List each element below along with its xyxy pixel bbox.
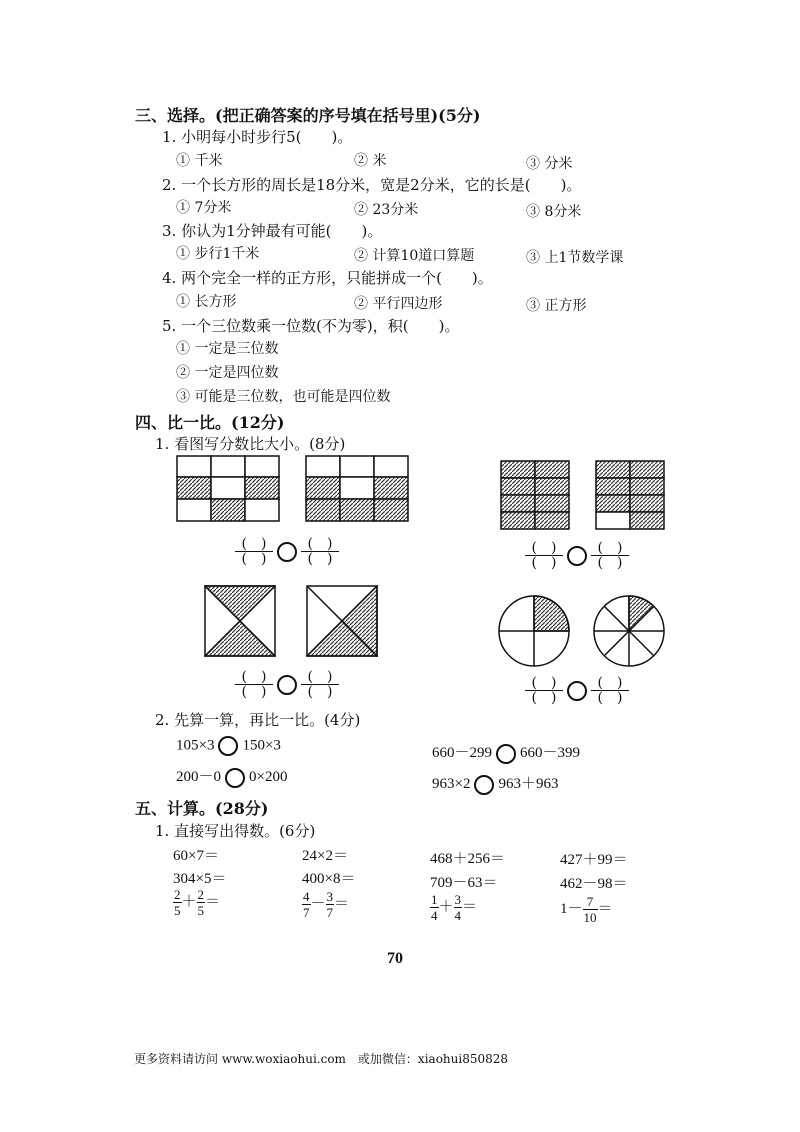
calc-2-3: 709－63＝ bbox=[430, 875, 498, 891]
grid-figure-a bbox=[176, 455, 280, 522]
expr-left: 105×3 bbox=[176, 737, 215, 754]
q1-opt-1: ① 千米 bbox=[176, 153, 223, 169]
q5-opt-1: ① 一定是三位数 bbox=[176, 341, 279, 357]
compare-circle[interactable] bbox=[496, 744, 516, 764]
compare-circle[interactable] bbox=[277, 542, 297, 562]
compare-blank-4[interactable] bbox=[525, 676, 629, 705]
fraction-blank-left[interactable]: ( ) ( ) bbox=[525, 676, 563, 705]
fraction-blank-right[interactable]: ( ) ( ) bbox=[591, 541, 629, 570]
q2-opt-3: ③ 8分米 bbox=[526, 204, 582, 220]
expr-right: 963＋963 bbox=[498, 776, 559, 792]
q4-opt-2: ② 平行四边形 bbox=[354, 296, 443, 312]
q3-opt-1: ① 步行1千米 bbox=[176, 246, 260, 262]
square-figure-a bbox=[204, 585, 276, 657]
q5-opt-3: ③ 可能是三位数，也可能是四位数 bbox=[176, 389, 391, 405]
q5-stem: 5. 一个三位数乘一位数(不为零)，积( )。 bbox=[162, 317, 460, 335]
calc-1-3: 468＋256＝ bbox=[430, 851, 506, 867]
calc-2-2: 400×8＝ bbox=[302, 871, 356, 887]
compare-circle[interactable] bbox=[567, 546, 587, 566]
fraction-blank-right[interactable]: ( ) ( ) bbox=[301, 670, 339, 699]
fraction-blank-left[interactable]: ( ) ( ) bbox=[235, 537, 273, 566]
compare-row-3[interactable] bbox=[176, 765, 287, 788]
compare-circle[interactable] bbox=[225, 768, 245, 788]
compare-blank-1[interactable] bbox=[235, 537, 339, 566]
expr-right: 150×3 bbox=[242, 737, 281, 754]
q2-stem: 2. 一个长方形的周长是18分米，宽是2分米，它的长是( )。 bbox=[162, 176, 582, 194]
fraction: $\frac{2}{5}$ bbox=[197, 887, 205, 918]
square-figure-b bbox=[306, 585, 378, 657]
compare-blank-3[interactable] bbox=[235, 670, 339, 699]
section-5-title: 五、计算。(28分) bbox=[135, 799, 269, 818]
fraction: $\frac{7}{10}$ bbox=[583, 894, 597, 925]
calc-2-1: 304×5＝ bbox=[173, 871, 227, 887]
q2-opt-1: ① 7分米 bbox=[176, 200, 232, 216]
section-4-title: 四、比一比。(12分) bbox=[135, 413, 285, 432]
fraction-blank-right[interactable]: ( ) ( ) bbox=[591, 676, 629, 705]
fraction-blank-right[interactable]: ( ) ( ) bbox=[301, 537, 339, 566]
compare-circle[interactable] bbox=[218, 736, 238, 756]
compare-row-2[interactable] bbox=[432, 741, 580, 764]
fraction: $\frac{1}{4}$ bbox=[431, 892, 438, 923]
q4-opt-3: ③ 正方形 bbox=[526, 298, 587, 314]
expr-right: 660－399 bbox=[520, 745, 581, 761]
circle-figure-b bbox=[592, 594, 666, 668]
q1-stem: 1. 小明每小时步行5( )。 bbox=[162, 128, 353, 146]
fraction: $\frac{3}{7}$ bbox=[326, 889, 334, 920]
section-4-part-1: 1. 看图写分数比大小。(8分) bbox=[155, 435, 346, 453]
footer-note: 更多资料请访问 www.woxiaohui.com 或加微信：xiaohui850828 bbox=[134, 1052, 509, 1066]
q5-opt-2: ② 一定是四位数 bbox=[176, 365, 279, 381]
q4-opt-1: ① 长方形 bbox=[176, 294, 237, 310]
compare-blank-2[interactable] bbox=[525, 541, 629, 570]
grid-figure-b bbox=[305, 455, 409, 522]
compare-row-4[interactable] bbox=[432, 772, 558, 795]
section-4-part-2: 2. 先算一算，再比一比。(4分) bbox=[155, 711, 361, 729]
frac-calc-2: $\frac{4}{7}$ － $\frac{3}{7}$ ＝ bbox=[303, 889, 350, 920]
section-3-title: 三、选择。(把正确答案的序号填在括号里)(5分) bbox=[135, 106, 481, 125]
q4-stem: 4. 两个完全一样的正方形，只能拼成一个( )。 bbox=[162, 269, 493, 287]
compare-circle[interactable] bbox=[474, 775, 494, 795]
expr-left: 660－299 bbox=[432, 745, 493, 761]
grid-figure-d bbox=[595, 460, 665, 530]
q3-opt-3: ③ 上1节数学课 bbox=[526, 250, 624, 266]
q1-opt-3: ③ 分米 bbox=[526, 156, 573, 172]
page-number: 70 bbox=[387, 950, 403, 967]
q3-opt-2: ② 计算10道口算题 bbox=[354, 248, 475, 264]
fraction: $\frac{3}{4}$ bbox=[454, 892, 462, 923]
compare-circle[interactable] bbox=[567, 681, 587, 701]
fraction-blank-left[interactable]: ( ) ( ) bbox=[235, 670, 273, 699]
fraction-blank-left[interactable]: ( ) ( ) bbox=[525, 541, 563, 570]
fraction: $\frac{2}{5}$ bbox=[174, 887, 181, 918]
frac-calc-4: 1－ $\frac{7}{10}$ ＝ bbox=[560, 894, 613, 925]
calc-2-4: 462－98＝ bbox=[560, 876, 628, 892]
fraction: $\frac{4}{7}$ bbox=[303, 889, 310, 920]
calc-1-2: 24×2＝ bbox=[302, 848, 348, 864]
q1-opt-2: ② 米 bbox=[354, 153, 387, 169]
frac-calc-1: $\frac{2}{5}$ ＋ $\frac{2}{5}$ ＝ bbox=[174, 887, 221, 918]
grid-figure-c bbox=[500, 460, 570, 530]
expr-left: 963×2 bbox=[432, 776, 471, 792]
expr-right: 0×200 bbox=[249, 769, 288, 785]
calc-1-1: 60×7＝ bbox=[173, 848, 219, 864]
q3-stem: 3. 你认为1分钟最有可能( )。 bbox=[162, 222, 383, 240]
calc-1-4: 427＋99＝ bbox=[560, 852, 628, 868]
compare-row-1[interactable] bbox=[176, 736, 281, 756]
compare-circle[interactable] bbox=[277, 675, 297, 695]
q2-opt-2: ② 23分米 bbox=[354, 202, 419, 218]
frac-calc-3: $\frac{1}{4}$ ＋ $\frac{3}{4}$ ＝ bbox=[431, 892, 478, 923]
section-5-part-1: 1. 直接写出得数。(6分) bbox=[155, 822, 316, 840]
circle-figure-a bbox=[497, 594, 571, 668]
expr-left: 200－0 bbox=[176, 769, 222, 785]
